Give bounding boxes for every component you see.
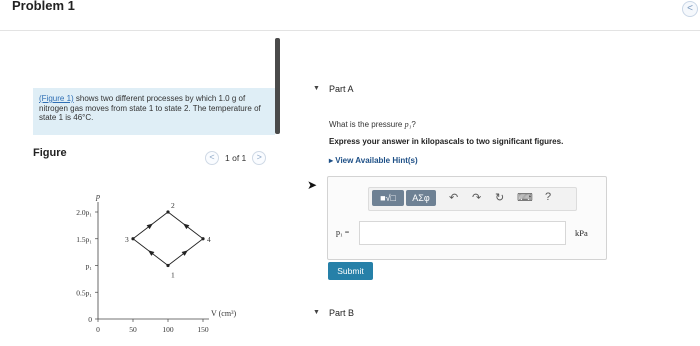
state-point [166,264,169,267]
undo-icon[interactable]: ↶ [449,192,459,204]
direction-arrow [147,222,155,230]
intro-text: shows two different processes by which 1.0 g of nitrogen gas moves from state 1 to state 2. The temperature of state 1 is 46°C. [39,94,261,122]
part-a-question [329,120,416,129]
mouse-cursor-icon: ➤ [307,178,318,192]
problem-intro [33,88,275,135]
state-label: 2 [171,201,175,210]
x-axis-label: V (cm³) [211,309,237,318]
pv-diagram [55,192,285,345]
figure-pager [205,151,266,165]
question-variable: p₁ [404,120,412,129]
question-text: What is the pressure [329,120,405,129]
redo-icon[interactable]: ↷ [472,192,482,204]
y-tick-label: 0 [88,315,92,324]
top-bar [0,0,700,31]
submit-button[interactable]: Submit [328,262,373,280]
view-hints-link[interactable]: ▸ View Available Hint(s) [329,156,418,165]
figure-link[interactable]: (Figure 1) [39,94,74,103]
math-toolbar [368,187,577,211]
state-point [131,237,134,240]
question-end: ? [411,120,416,129]
hint-label: View Available Hint(s) [335,156,418,165]
x-tick-label: 0 [96,325,100,334]
templates-button[interactable]: ■√□ [372,190,404,206]
process-path-1 [133,212,168,266]
scrollbar-thumb[interactable] [275,38,280,134]
part-b-caret-icon[interactable]: ▼ [313,309,320,316]
part-a-caret-icon[interactable]: ▼ [313,85,320,92]
state-label: 4 [207,234,211,244]
problem-title: Problem 1 [12,0,75,13]
state-label: 3 [125,234,129,244]
next-figure-button[interactable]: > [252,151,266,165]
reset-icon[interactable]: ↻ [495,192,505,204]
answer-input[interactable] [359,221,566,245]
y-tick-label: 1.5p₁ [76,234,92,244]
collapse-button[interactable]: < [682,1,698,17]
prev-figure-button[interactable]: < [205,151,219,165]
state-point [201,237,204,240]
direction-arrow [182,222,190,230]
y-tick-label: 0.5p₁ [76,288,92,298]
direction-arrow [182,248,190,256]
direction-arrow [147,248,155,256]
state-point [166,210,169,213]
process-path-2 [168,212,203,266]
figure-heading: Figure [33,147,67,159]
greek-symbols-button[interactable]: ΑΣφ [406,190,436,206]
part-b-title[interactable]: Part B [329,308,355,318]
answer-instruction: Express your answer in kilopascals to two significant figures. [329,137,564,146]
y-tick-label: 2.0p₁ [76,208,92,217]
answer-unit: kPa [575,228,588,238]
x-tick-label: 150 [197,325,209,334]
part-a-title[interactable]: Part A [329,84,354,94]
x-tick-label: 50 [129,325,137,334]
y-tick-label: p₁ [85,261,92,271]
help-icon[interactable]: ? [545,191,552,203]
y-axis-label: p [96,192,100,201]
keyboard-icon[interactable]: ⌨ [517,192,533,204]
answer-variable-label: p₁ = [336,228,350,237]
figure-page-text: 1 of 1 [225,153,247,163]
state-label: 1 [171,270,175,280]
x-tick-label: 100 [162,325,174,334]
